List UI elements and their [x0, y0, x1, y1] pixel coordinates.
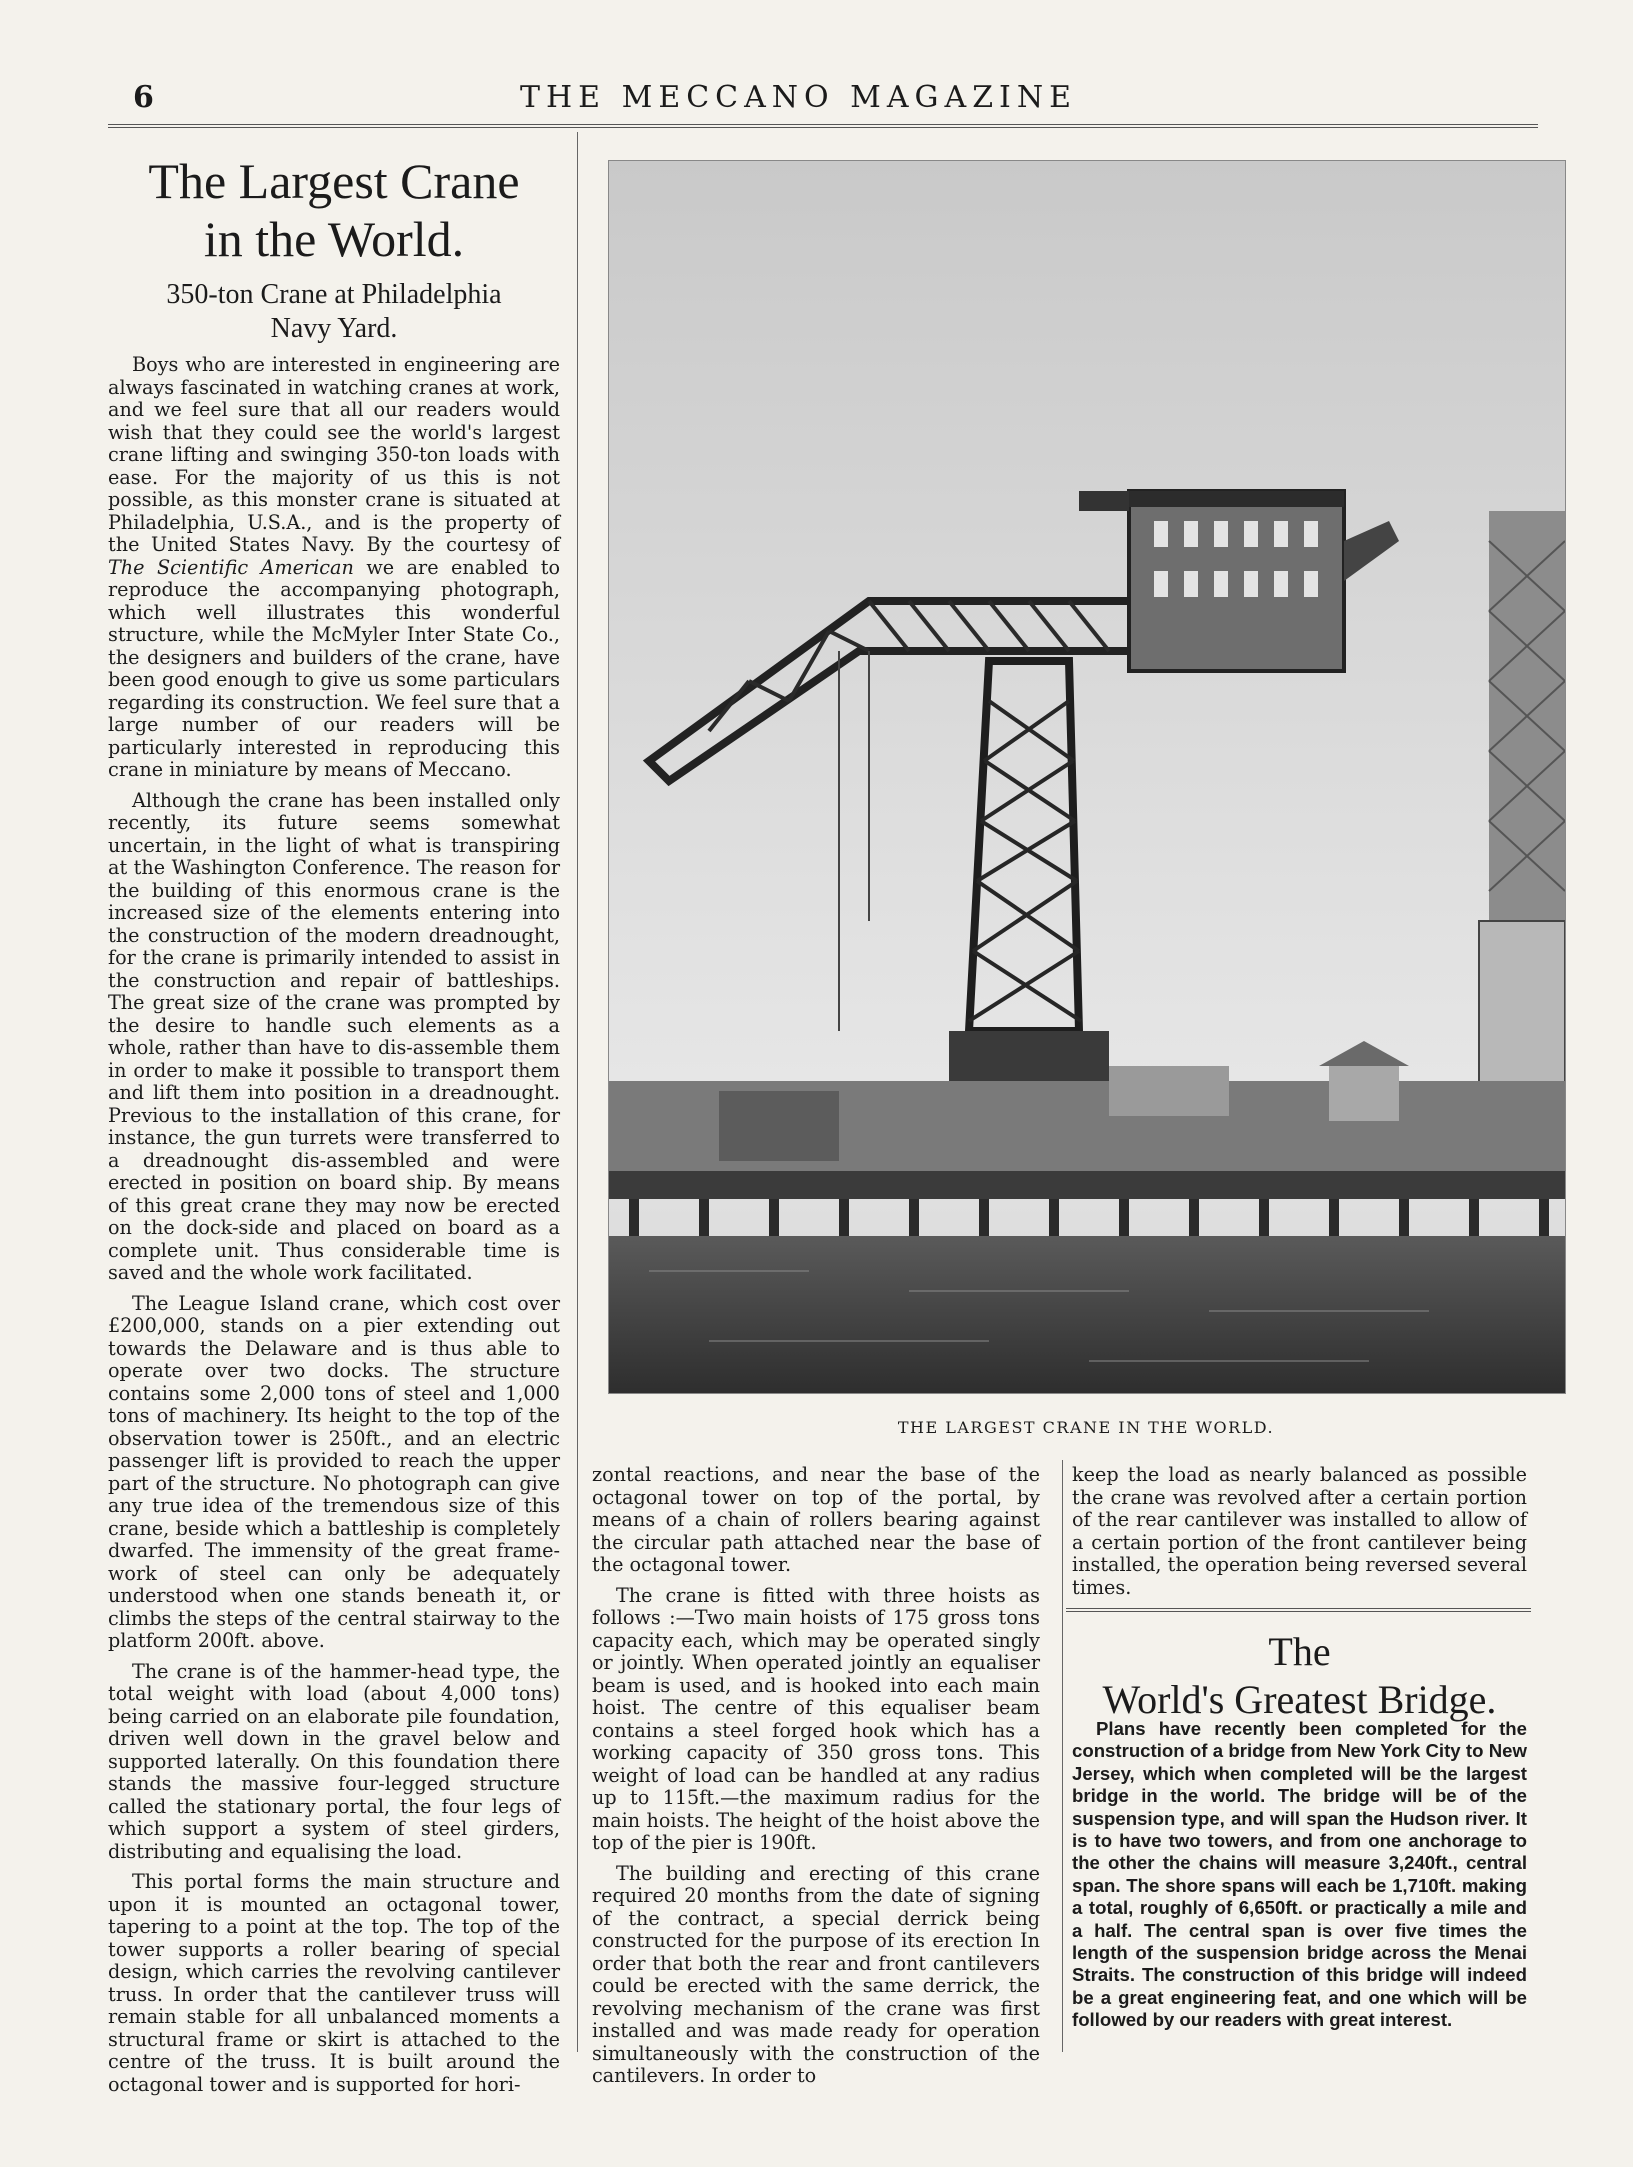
crane-article-column-1 — [108, 354, 560, 2104]
crane-paragraph-6: zontal reactions, and near the base of the octagonal tower on top of the portal, by means of a chain of rollers bearing against the circular path attached near the base of the octagonal tower. — [592, 1463, 1040, 1576]
crane-article-title — [108, 152, 560, 268]
crane-subtitle-line-2: Navy Yard. — [270, 313, 398, 344]
bridge-title-line-1: The — [1268, 1629, 1331, 1674]
page-number: 6 — [133, 80, 154, 115]
crane-article-column-3 — [1072, 1464, 1527, 1607]
crane-paragraph-5: This portal forms the main structure and upon it is mounted an octagonal tower, tapering to a point at the top. The top of the tower supports a roller bearing of special design, which carries the revolving cantilever truss. In order that the cantilever truss will remain stable for all unbalanced moments a structural frame or skirt is attached to the centre of the truss. It is built around the octagonal tower and is supported for hori- — [108, 1870, 560, 2096]
column-divider-left — [577, 132, 578, 2052]
crane-paragraph-2: Although the crane has been installed only recently, its future seems somewhat uncertain, in the light of what is transpiring at the Washington Conference. The reason for the building of this enormous crane is the increased size of the elements entering into the construction of the modern dreadnought, for the crane is primarily intended to assist in the construction and repair of battleships. The great size of the crane was prompted by the desire to handle such elements as a whole, rather than have to dis-assemble them in order to make it possible to transport them and lift them into position in a dreadnought. Previous to the installation of this crane, for instance, the gun turrets were transferred to a dreadnought dis-assembled and were erected in position on board ship. By means of this great crane they may now be erected on the dock-side and placed on board as a complete unit. Thus considerable time is saved and the whole work facilitated. — [108, 788, 560, 1284]
crane-paragraph-1 — [108, 354, 560, 782]
crane-paragraph-9: keep the load as nearly balanced as possible the crane was revolved after a certain portion of the rear cantilever was installed to allow of a certain portion of the front cantilever being installed, the operation being reversed several times. — [1072, 1463, 1527, 1599]
bridge-section-rule — [1066, 1608, 1531, 1612]
crane-title-line-2: in the World. — [203, 211, 465, 267]
crane-title-line-1: The Largest Crane — [148, 153, 520, 209]
crane-paragraph-4: The crane is of the hammer-head type, the total weight with load (about 4,000 tons) being carried on an elaborate pile foundation, driven well down in the gravel below and supported laterally. On this foundation there stands the massive four-legged structure called the stationary portal, the four legs of which support a system of steel girders, distributing and equalising the load. — [108, 1659, 560, 1863]
crane-photo-illustration — [609, 161, 1565, 1393]
crane-p1-publication: The Scientific American — [108, 555, 354, 579]
bridge-paragraph: Plans have recently been completed for the construction of a bridge from New York City to New Jersey, which when completed will be the largest bridge in the world. The bridge will be of the suspension type, and will span the Hudson river. It is to have two towers, and from one anchorage to the other the chains will measure 3,240ft., central span. The shore spans will each be 1,710ft. making a total, roughly of 6,650ft. or practically a mile and a half. The central span is over five times the length of the suspension bridge across the Menai Straits. The construction of this bridge will indeed be a great engineering feat, and one which will be followed by our readers with great interest. — [1072, 1718, 1527, 2031]
bridge-title-line-2: World's Greatest Bridge. — [1102, 1677, 1497, 1722]
photo-caption: THE LARGEST CRANE IN THE WORLD. — [897, 1418, 1275, 1437]
crane-paragraph-8: The building and erecting of this crane required 20 months from the date of signing of the contract, a special derrick being constructed for the purpose of its erection In order that both the rear and front cantilevers could be erected with the same derrick, the revolving mechanism of the crane was first installed and was made ready for operation simultaneously with the construction of the cantilevers. In order to — [592, 1861, 1040, 2087]
bridge-article-body — [1072, 1718, 1527, 2040]
crane-article-subtitle — [108, 278, 560, 346]
crane-p1-start: Boys who are interested in engineering are always fascinated in watching cranes at work, and we feel sure that all our readers would wish that they could see the world's largest crane lifting and swinging 350-ton loads with ease. For the majority of us this is not possible, as this monster crane is situated at Philadelphia, U.S.A., and is the property of the United States Navy. By the courtesy of — [108, 353, 560, 556]
running-title: THE MECCANO MAGAZINE — [520, 80, 1078, 115]
bridge-article-title — [1072, 1628, 1527, 1724]
crane-p1-end: we are enabled to reproduce the accompanying photograph, which well illustrates this wonderful structure, while the McMyler Inter State Co., the designers and builders of the crane, have been good enough to give us some particulars regarding its construction. We feel sure that a large number of our readers will be particularly interested in reproducing this crane in miniature by means of Meccano. — [108, 555, 560, 781]
crane-paragraph-7: The crane is fitted with three hoists as follows :—Two main hoists of 175 gross tons capacity each, which may be operated singly or jointly. When operated jointly an equaliser beam is used, and is hooked into each main hoist. The centre of this equaliser beam contains a steel forged hook which has a working capacity of 350 gross tons. This weight of load can be handled at any radius up to 115ft.—the maximum radius for the main hoists. The height of the hoist above the top of the pier is 190ft. — [592, 1583, 1040, 1854]
crane-subtitle-line-1: 350-ton Crane at Philadelphia — [166, 279, 502, 310]
crane-photograph — [608, 160, 1566, 1394]
header-rule — [108, 124, 1538, 128]
crane-article-column-2 — [592, 1464, 1040, 2096]
crane-paragraph-3: The League Island crane, which cost over £200,000, stands on a pier extending out towards the Delaware and is thus able to operate over two docks. The structure contains some 2,000 tons of steel and 1,000 tons of machinery. Its height to the top of the observation tower is 250ft., and an electric passenger lift is provided to reach the upper part of the structure. No photograph can give any true idea of the tremendous size of this crane, beside which a battleship is completely dwarfed. The immensity of the great frame-work of steel can only be adequately understood when one stands beneath it, or climbs the steps of the central stairway to the platform 200ft. above. — [108, 1291, 560, 1652]
column-divider-right — [1062, 1460, 1063, 2052]
